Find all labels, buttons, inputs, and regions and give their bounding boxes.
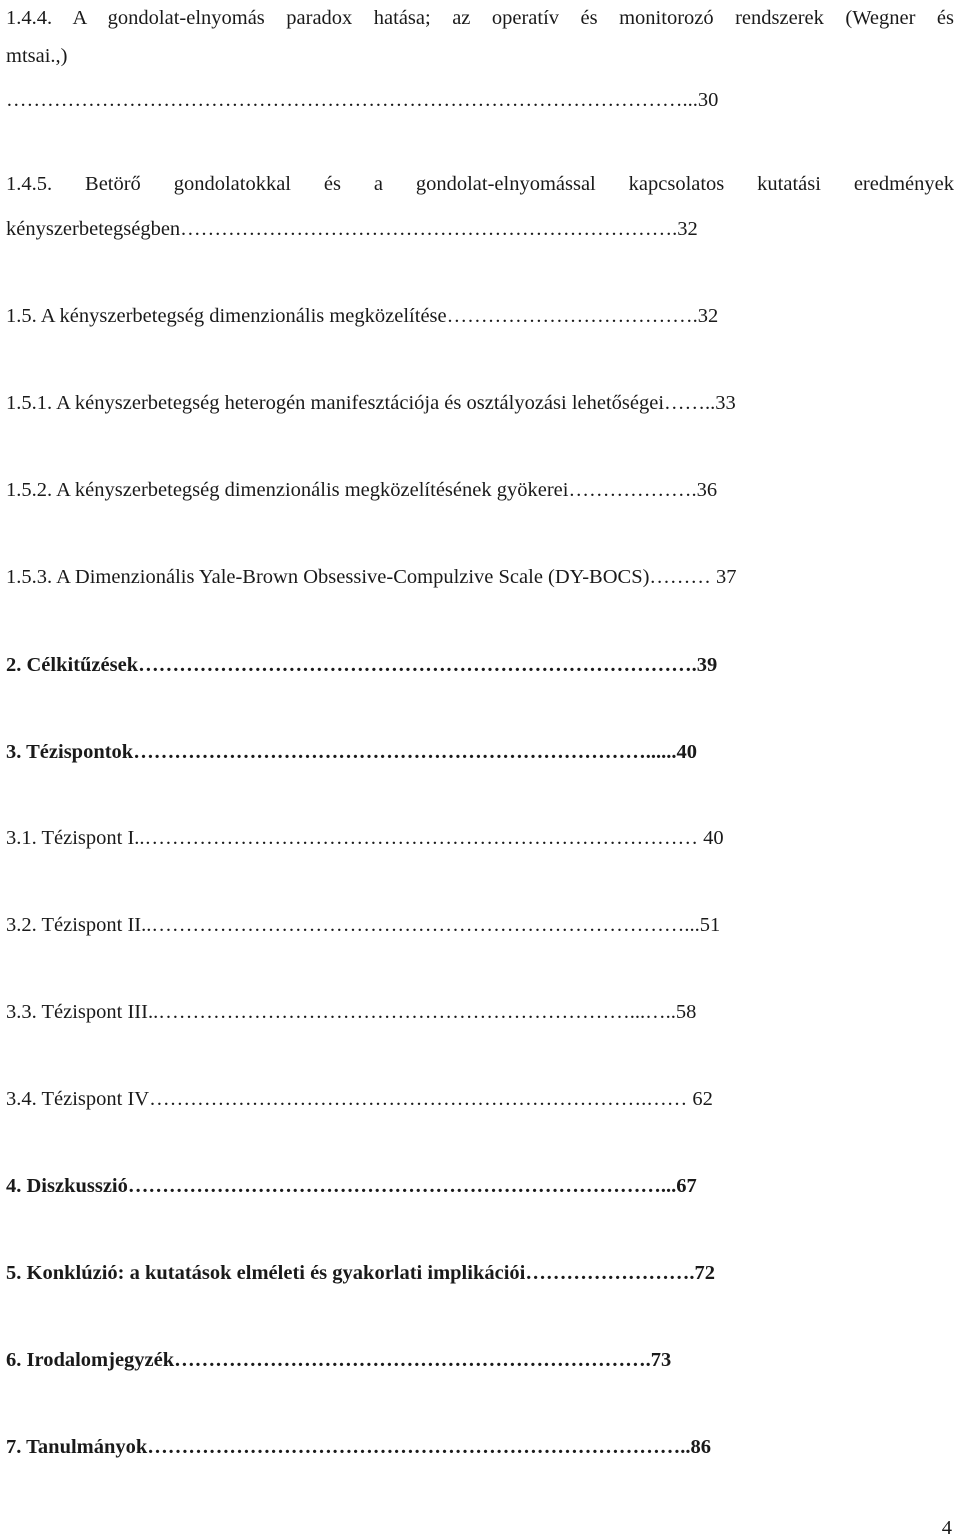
toc-entry-2: 2. Célkitűzések……………………………………………………………………….39 — [6, 654, 718, 676]
toc-entry-1-5-1: 1.5.1. A kényszerbetegség heterogén manifesztációja és osztályozási lehetőségei……..33 — [6, 392, 736, 414]
toc-entry-5: 5. Konklúzió: a kutatások elméleti és gyakorlati implikációi…………………….72 — [6, 1262, 715, 1284]
toc-entry-6: 6. Irodalomjegyzék…………………………………………………………….73 — [6, 1349, 672, 1371]
toc-entry-1-5: 1.5. A kényszerbetegség dimenzionális megközelítése……………………………….32 — [6, 305, 719, 327]
toc-entry-7: 7. Tanulmányok……………………………………………………………………..86 — [6, 1436, 712, 1458]
toc-entry-1-4-5-line-1: 1.4.5. Betörő gondolatokkal és a gondolat-elnyomással kapcsolatos kutatási eredmények — [6, 173, 954, 195]
toc-entry-1-4-4-line-1: 1.4.4. A gondolat-elnyomás paradox hatása; az operatív és monitorozó rendszerek (Wegner és — [6, 7, 954, 29]
toc-entry-1-4-4-line-2: mtsai.,) — [6, 45, 68, 67]
toc-entry-1-5-2: 1.5.2. A kényszerbetegség dimenzionális megközelítésének gyökerei……………….36 — [6, 479, 718, 501]
toc-entry-1-5-3: 1.5.3. A Dimenzionális Yale-Brown Obsessive-Compulzive Scale (DY-BOCS)……… 37 — [6, 566, 737, 588]
toc-entry-3-3: 3.3. Tézispont III..……………………………………………………………...…..58 — [6, 1001, 697, 1023]
toc-entry-3-2: 3.2. Tézispont II..……………………………………………………………………...51 — [6, 914, 721, 936]
toc-entry-3-1: 3.1. Tézispont I..……………………………………………………………………… 40 — [6, 827, 724, 849]
page-number: 4 — [941, 1517, 952, 1539]
toc-entry-1-4-4-line-3: ………………………………………………………………………………………...30 — [6, 89, 719, 111]
toc-entry-3-4: 3.4. Tézispont IV……………………………………………………………….…… 62 — [6, 1088, 713, 1110]
toc-entry-4: 4. Diszkusszió……………………………………………………………………...67 — [6, 1175, 697, 1197]
toc-entry-1-4-5-line-2: kényszerbetegségben……………………………………………………………….32 — [6, 218, 698, 240]
toc-entry-3: 3. Tézispontok…………………………………………………………………......40 — [6, 741, 697, 763]
